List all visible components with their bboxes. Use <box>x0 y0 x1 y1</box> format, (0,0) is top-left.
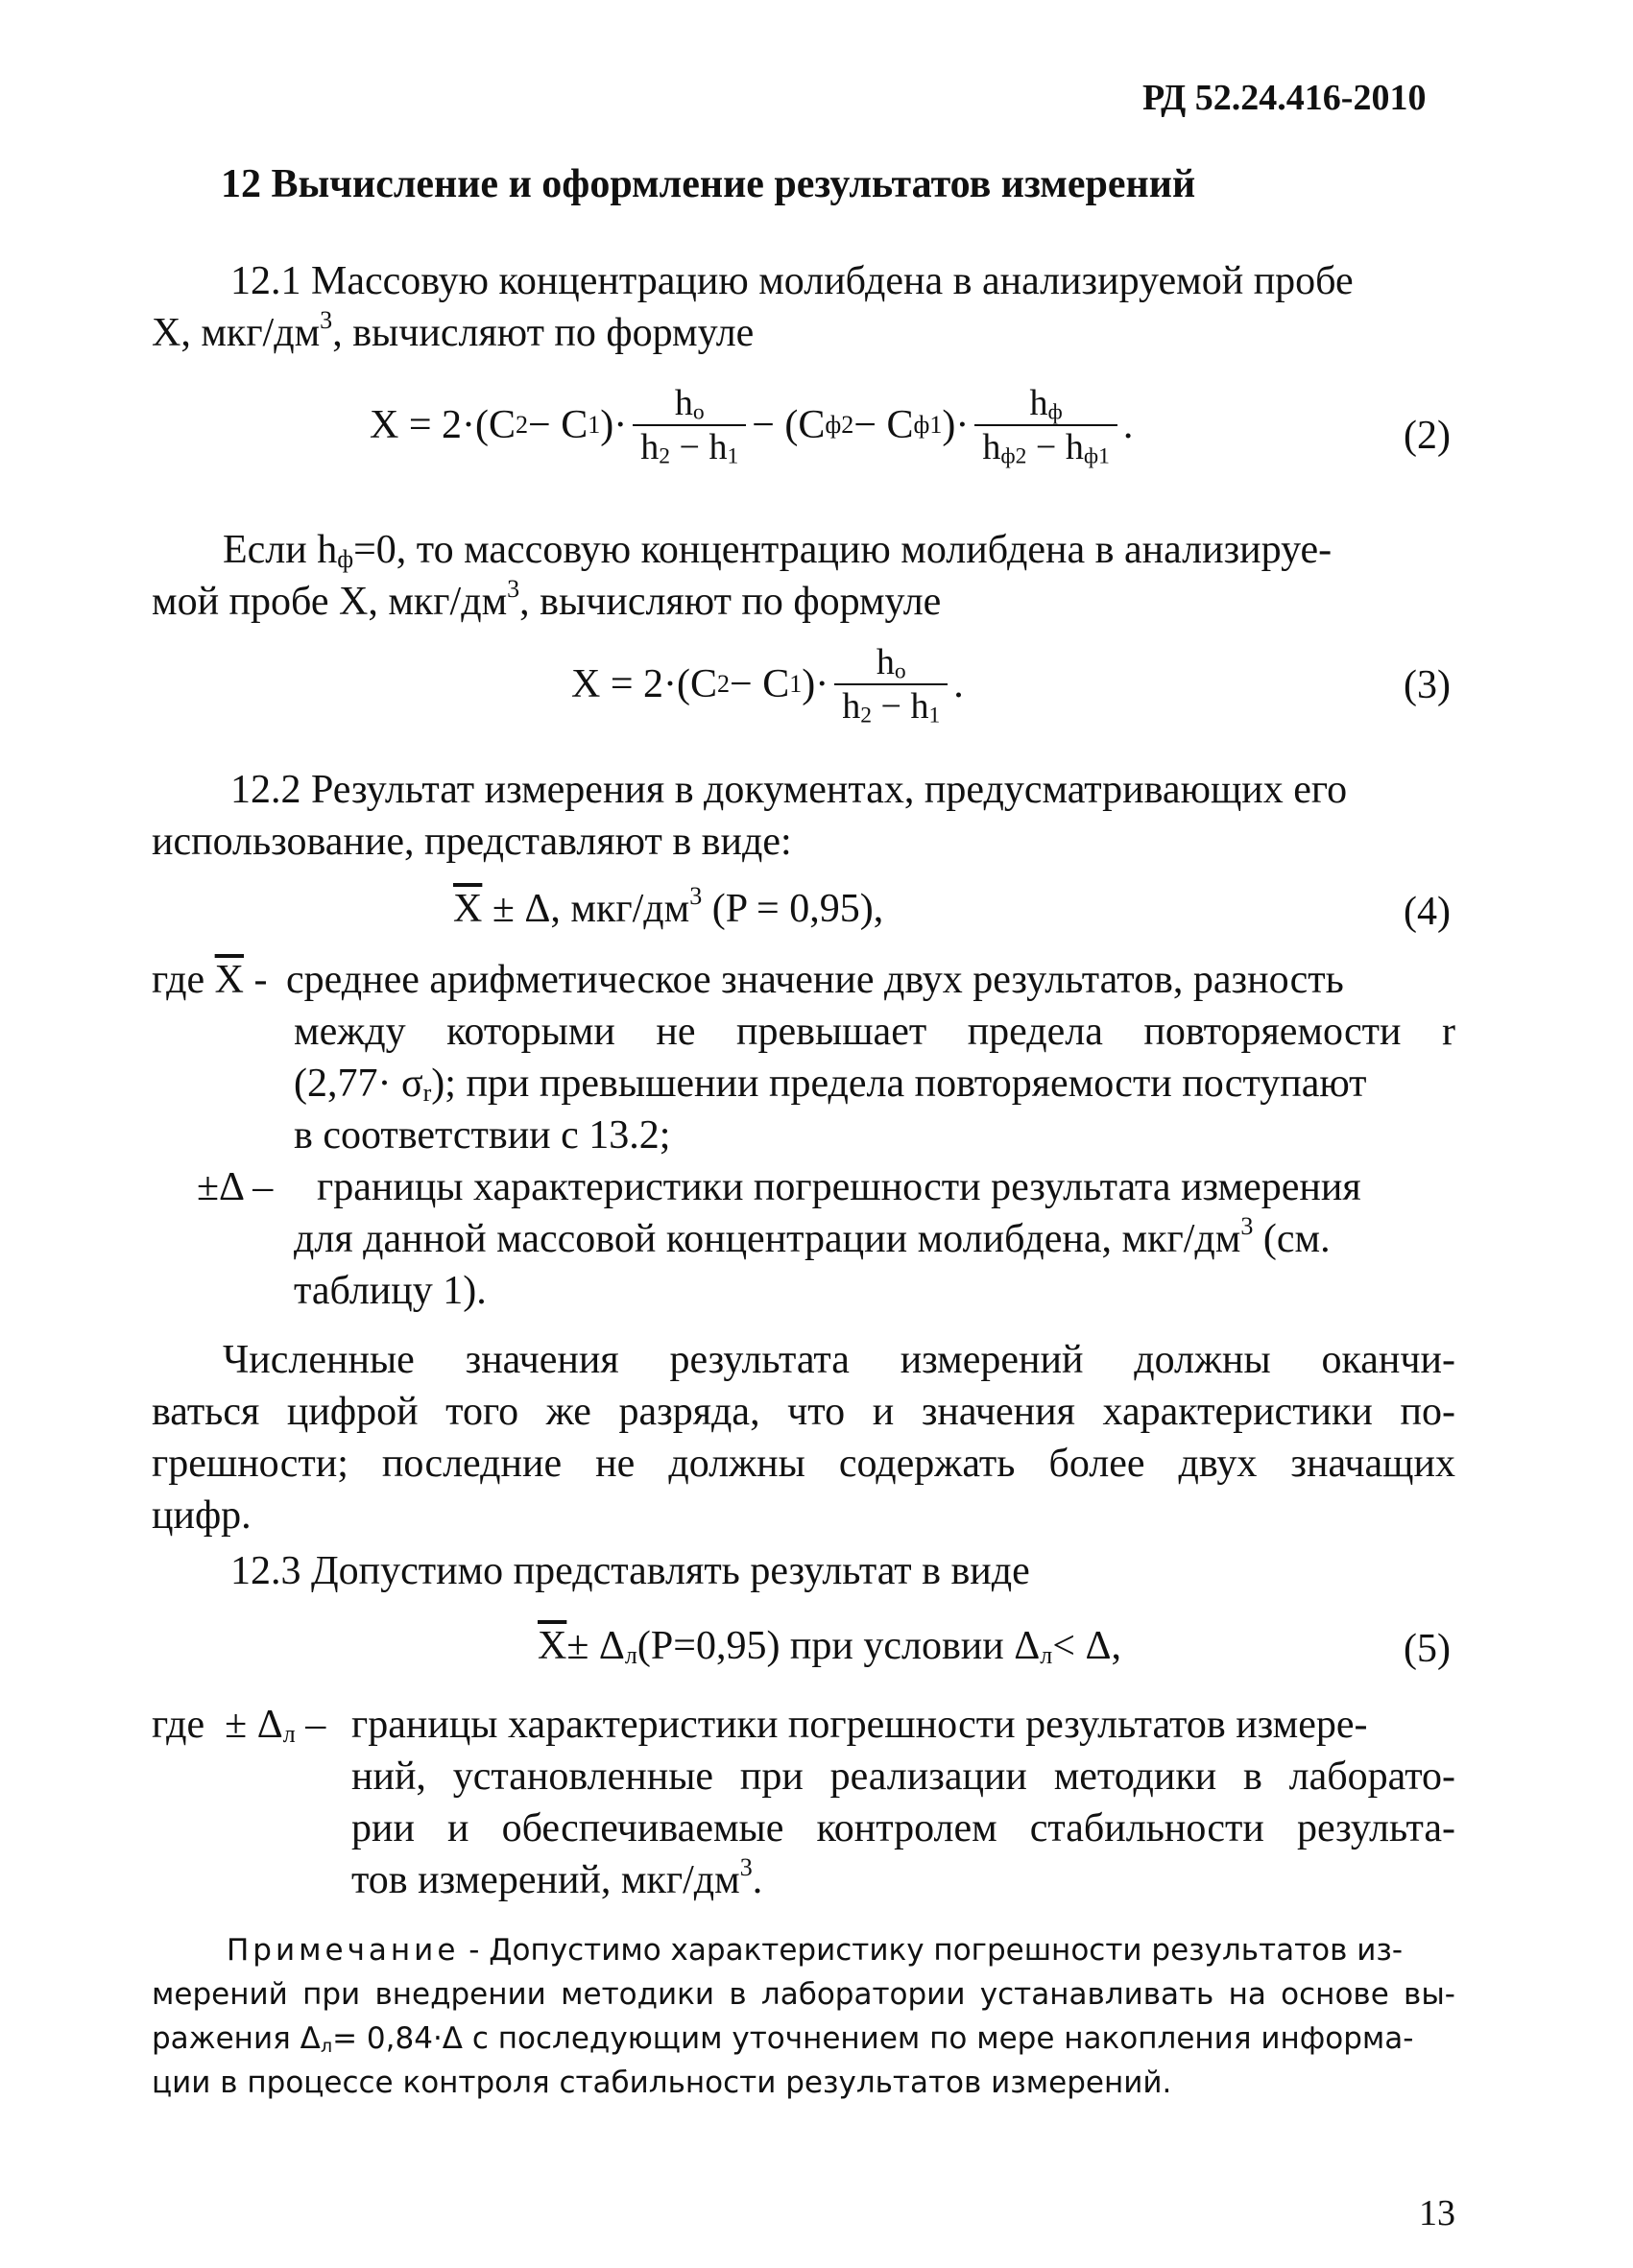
equation-number-2: (2) <box>1404 414 1451 458</box>
where-deltal-text2: ний, установленные при реализации методики в лаборато- <box>351 1755 1455 1799</box>
paragraph-numerical-line1: Численные значения результата измерений должны оканчи- <box>223 1338 1455 1382</box>
note-label: Примечание <box>227 1933 460 1968</box>
fraction-ho-over-h2-h1: $\frac{h_o}{h_2 - h_1}$ <box>633 384 746 466</box>
where-delta-lead: ±Δ – <box>197 1165 274 1209</box>
paragraph-12-2-line1: 12.2 Результат измерения в документах, предусматривающих его <box>230 768 1348 812</box>
where-delta-text1: границы характеристики погрешности результата измерения <box>317 1165 1361 1209</box>
formula-2: X = 2·(C 2 − C 1 )· $\frac{h_o}{h_2 - h_1}$ − (C ф2 − C ф1 )· $\frac{h_ф}{h_{ф2} - h_{ф1}}$ . <box>370 383 1134 469</box>
where-deltal-lead: где ± $\Delta_л$ – <box>152 1703 326 1749</box>
note-line4: ции в процессе контроля стабильности результатов измерений. <box>152 2065 1172 2100</box>
fraction-ho-over-h2-h1-eq3: $\frac{h_o}{h_2 - h_1}$ <box>834 643 948 726</box>
equation-number-4: (4) <box>1404 890 1451 934</box>
paragraph-12-2-line2: использование, представляют в виде: <box>152 820 792 864</box>
formula-5: $\overline{X}\pm \Delta_л(P=0,95)$ при условии $\Delta_л< \Delta$, <box>538 1624 1121 1670</box>
where-delta-text3: таблицу 1). <box>294 1269 487 1313</box>
page-number: 13 <box>1419 2193 1455 2233</box>
paragraph-12-1-line2: X, мкг/$дм^3$, вычисляют по формуле <box>152 305 755 355</box>
where-x-text4: в соответствии с 13.2; <box>294 1113 671 1158</box>
formula-3: X = 2·(C 2 − C 1 )· $\frac{h_o}{h_2 - h_1}$ . <box>571 642 964 728</box>
formula-4: $\overline{X} \pm \Delta$, мкг/$дм^3$ (P = 0,95), <box>453 881 884 931</box>
where-deltal-text1: границы характеристики погрешности результатов измере- <box>351 1703 1368 1747</box>
section-title: 12 Вычисление и оформление результатов измерений <box>221 162 1196 206</box>
paragraph-12-3: 12.3 Допустимо представлять результат в виде <box>230 1549 1030 1593</box>
where-x-text1: среднее арифметическое значение двух результатов, разность <box>286 958 1344 1002</box>
paragraph-12-1-line1: 12.1 Массовую концентрацию молибдена в анализируемой пробе <box>230 259 1354 303</box>
where-deltal-text3: рии и обеспечиваемые контролем стабильности результа- <box>351 1806 1455 1850</box>
note-line3: ражения $\Delta_л= 0,84\cdot\Delta$ с последующим уточнением по мере накопления информа- <box>152 2021 1414 2057</box>
where-delta-text2: для данной массовой концентрации молибдена, мкг/$дм^3$ (см. <box>294 1211 1331 1261</box>
where-deltal-text4: тов измерений, мкг/$дм^3$. <box>351 1852 763 1902</box>
fraction-hphi-over-hphi2-hphi1: $\frac{h_ф}{h_{ф2} - h_{ф1}}$ <box>974 384 1117 466</box>
note-line1: Примечание - Допустимо характеристику погрешности результатов из- <box>227 1933 1404 1968</box>
paragraph-numerical-line4: цифр. <box>152 1493 252 1538</box>
equation-number-5: (5) <box>1404 1627 1451 1671</box>
paragraph-numerical-line3: грешности; последние не должны содержать более двух значащих <box>152 1442 1455 1486</box>
paragraph-numerical-line2: ваться цифрой того же разряда, что и значения характеристики по- <box>152 1390 1455 1434</box>
where-x-lead: где $\overline{X}$ - <box>152 958 268 1002</box>
paragraph-if-line2: мой пробе X, мкг/$дм^3$, вычисляют по формуле <box>152 574 942 624</box>
where-x-text2: между которыми не превышает предела повторяемости r <box>294 1010 1455 1054</box>
paragraph-if-line1: Если $h_ф=0$, то массовую концентрацию молибдена в анализируе- <box>223 528 1333 574</box>
equation-number-3: (3) <box>1404 663 1451 707</box>
note-line2: мерений при внедрении методики в лаборатории устанавливать на основе вы- <box>152 1977 1455 2012</box>
document-code: РД 52.24.416-2010 <box>1142 78 1427 118</box>
where-x-text3: $(2,77\cdot \sigma_r)$; при превышении предела повторяемости поступают <box>294 1062 1367 1108</box>
